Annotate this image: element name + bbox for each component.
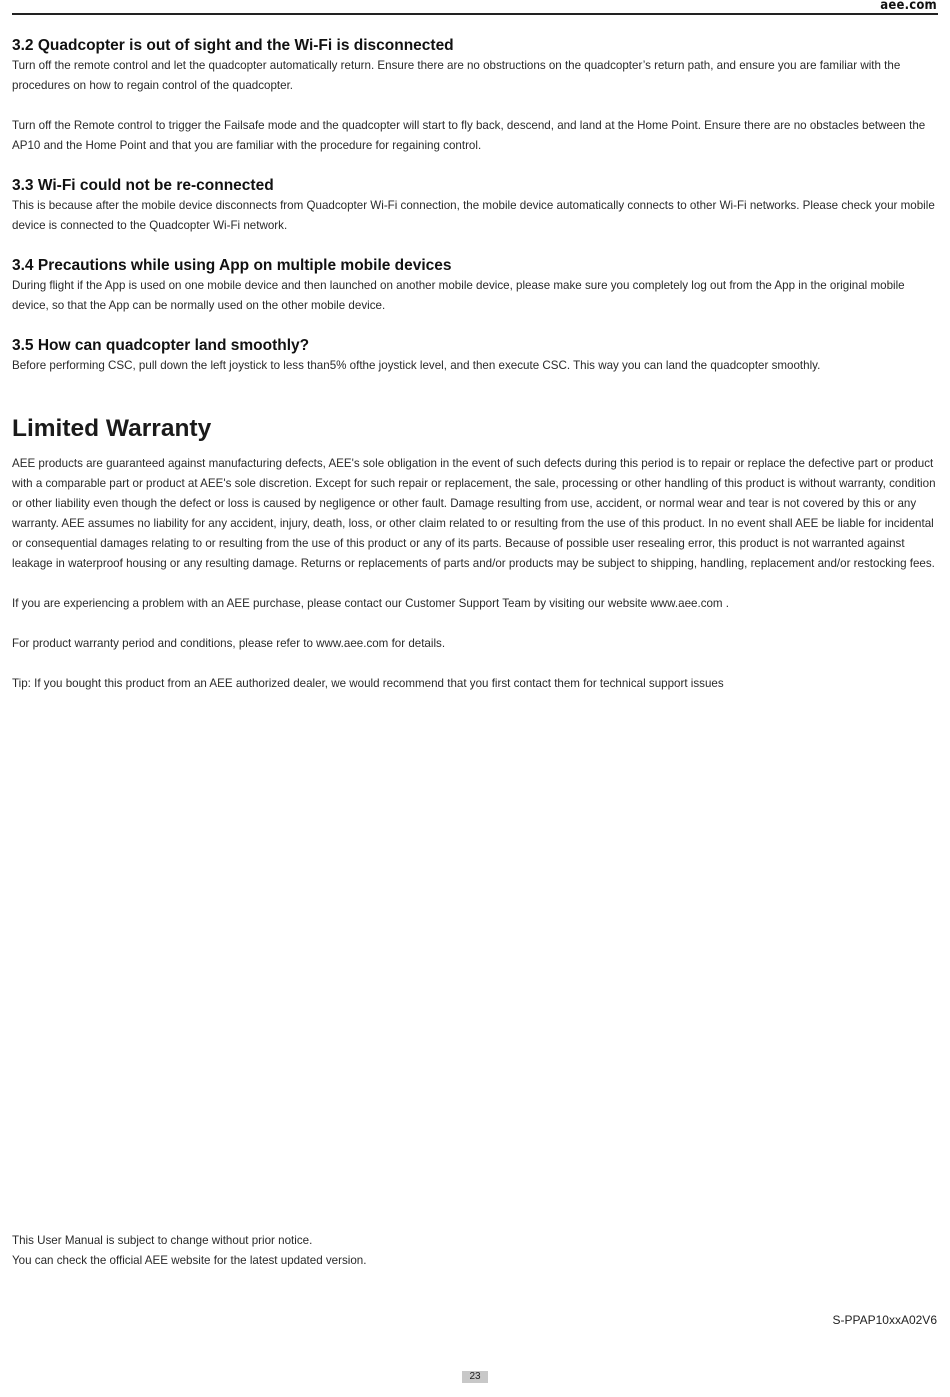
warranty-tip: Tip: If you bought this product from an AEE authorized dealer, we would recommend that you first contact them for technical support issues	[12, 677, 724, 690]
section-paragraph: Turn off the Remote control to trigger the Failsafe mode and the quadcopter will start to fly back, descend, and land at the Home Point. Ensure there are no obstacles between the AP10 and the Home Point and that you are familiar with the procedure for regaining control.	[12, 119, 926, 152]
section-paragraph: This is because after the mobile device disconnects from Quadcopter Wi-Fi connection, the mobile device automatically connects to other Wi-Fi networks. Please check your mobile device is connected to the Quadcopter Wi-Fi network.	[12, 199, 935, 232]
footer-notice-line: This User Manual is subject to change without prior notice.	[12, 1234, 313, 1247]
section-heading: 3.5 How can quadcopter land smoothly?	[12, 337, 310, 354]
footer-notice	[12, 1231, 942, 1271]
section-paragraph: Turn off the remote control and let the quadcopter automatically return. Ensure there are no obstructions on the quadcopter’s return path, and ensure you are familiar with the procedures on how to regain control of the quadcopter.	[12, 59, 901, 92]
header-rule	[12, 13, 938, 15]
warranty-body: AEE products are guaranteed against manufacturing defects, AEE's sole obligation in the event of such defects during this period is to repair or replace the defective part or product with a comparable part or product at AEE's sole discretion. Except for such repair or replacement, the sale, processing or other handling of this product is without warranty, condition or other liability even though the defect or loss is caused by negligence or other fault. Damage resulting from use, accident, or normal wear and tear is not covered by this or any warranty. AEE assumes no liability for any accident, injury, death, loss, or other claim related to or resulting from the use of this product. In no event shall AEE be liable for incidental or consequential damages relating to or resulting from the use of this product or any of its parts. Because of possible user resealing error, this product is not warranted against leakage in waterproof housing or any resulting damage. Returns or replacements of parts and/or products may be subject to shipping, handling, replacement and/or restocking fees.	[12, 457, 936, 570]
brand-logo-text: aee.com	[880, 0, 937, 13]
warranty-period: For product warranty period and conditions, please refer to www.aee.com for details.	[12, 637, 446, 650]
document-id: S-PPAP10xxA02V6	[832, 1313, 937, 1327]
section-3-4	[12, 257, 942, 316]
footer-notice-line: You can check the official AEE website for the latest updated version.	[12, 1254, 367, 1267]
section-heading: 3.4 Precautions while using App on multiple mobile devices	[12, 257, 452, 274]
warranty-contact: If you are experiencing a problem with an AEE purchase, please contact our Customer Support Team by visiting our website www.aee.com .	[12, 597, 730, 610]
section-heading: 3.3 Wi-Fi could not be re-connected	[12, 177, 274, 194]
section-paragraph: Before performing CSC, pull down the left joystick to less than5% ofthe joystick level, and then execute CSC. This way you can land the quadcopter smoothly.	[12, 359, 821, 372]
section-3-3	[12, 177, 942, 236]
warranty-title: Limited Warranty	[12, 415, 212, 442]
page-number: 23	[462, 1371, 488, 1383]
section-heading: 3.2 Quadcopter is out of sight and the Wi-Fi is disconnected	[12, 37, 454, 54]
section-3-2	[12, 37, 942, 156]
section-paragraph: During flight if the App is used on one mobile device and then launched on another mobile device, please make sure you completely log out from the App in the original mobile device, so that the App can be normally used on the other mobile device.	[12, 279, 905, 312]
warranty-section	[12, 415, 942, 694]
section-3-5	[12, 337, 942, 376]
